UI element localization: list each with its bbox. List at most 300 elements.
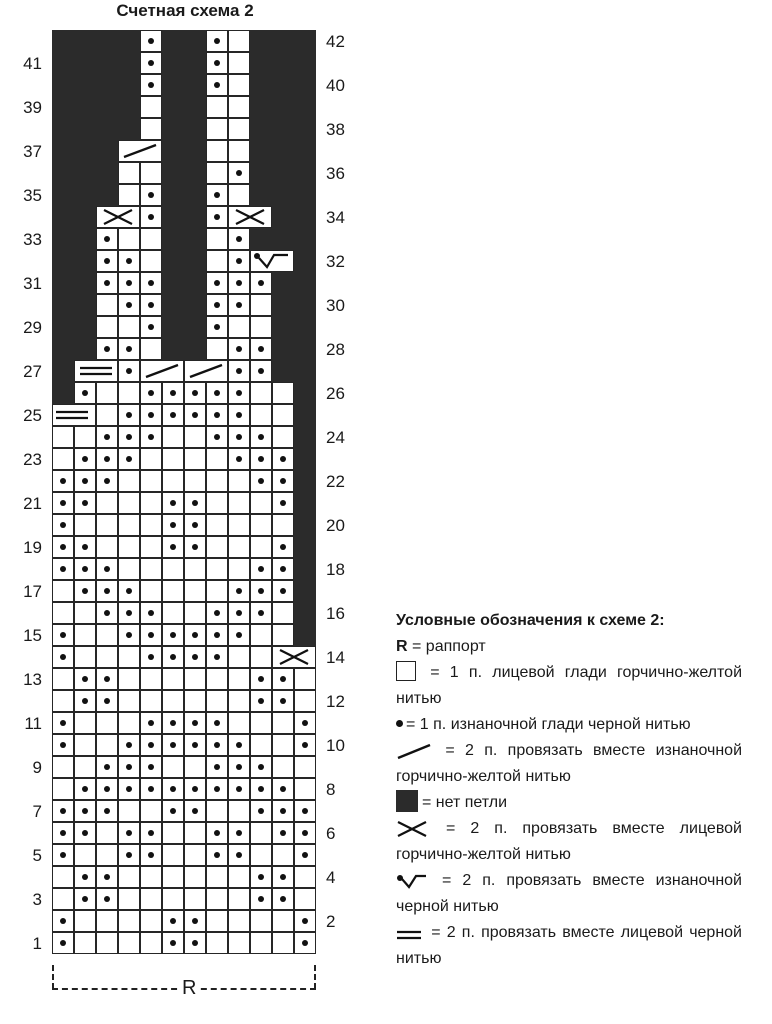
no-stitch-cell xyxy=(272,228,294,250)
dot-icon xyxy=(236,302,242,308)
purl-cell xyxy=(250,778,272,800)
no-stitch-cell xyxy=(272,140,294,162)
row-number-right: 6 xyxy=(326,824,336,843)
purl-cell xyxy=(162,932,184,954)
purl-cell xyxy=(228,382,250,404)
no-stitch-cell xyxy=(184,228,206,250)
no-stitch-cell xyxy=(184,118,206,140)
no-stitch-cell xyxy=(52,360,74,382)
no-stitch-cell xyxy=(96,96,118,118)
purl-cell xyxy=(250,668,272,690)
purl-cell xyxy=(272,448,294,470)
purl-cell xyxy=(206,184,228,206)
dot-icon xyxy=(258,434,264,440)
no-stitch-cell xyxy=(52,96,74,118)
dot-icon xyxy=(126,456,132,462)
dot-icon xyxy=(214,192,220,198)
purl-cell xyxy=(206,624,228,646)
dot-icon xyxy=(192,522,198,528)
purl-cell xyxy=(52,800,74,822)
dot-icon xyxy=(192,654,198,660)
dot-icon xyxy=(302,742,308,748)
purl-cell xyxy=(206,778,228,800)
purl-cell xyxy=(228,338,250,360)
knit-cell xyxy=(140,514,162,536)
no-stitch-cell xyxy=(272,162,294,184)
dot-icon xyxy=(236,588,242,594)
dot-icon xyxy=(148,632,154,638)
knit-cell xyxy=(250,646,272,668)
double-line-icon xyxy=(396,928,422,942)
knit-cell xyxy=(184,822,206,844)
purl-cell xyxy=(272,492,294,514)
dot-icon xyxy=(104,280,110,286)
no-stitch-cell xyxy=(118,96,140,118)
dot-icon xyxy=(192,742,198,748)
no-stitch-cell xyxy=(294,118,316,140)
purl-cell xyxy=(74,448,96,470)
knit-cell xyxy=(140,888,162,910)
purl-cell xyxy=(250,360,272,382)
no-stitch-cell xyxy=(74,74,96,96)
double-line-symbol xyxy=(52,404,96,426)
dot-icon xyxy=(82,500,88,506)
purl-cell xyxy=(52,492,74,514)
knit-cell xyxy=(206,558,228,580)
no-stitch-cell xyxy=(184,272,206,294)
no-stitch-cell xyxy=(74,316,96,338)
dot-icon xyxy=(214,742,220,748)
purl-cell xyxy=(206,74,228,96)
dot-icon xyxy=(170,918,176,924)
dot-icon xyxy=(214,654,220,660)
dot-icon xyxy=(170,654,176,660)
knit-cell xyxy=(140,800,162,822)
no-stitch-cell xyxy=(294,404,316,426)
no-stitch-cell xyxy=(184,206,206,228)
knit-cell xyxy=(250,492,272,514)
purl-cell xyxy=(184,910,206,932)
knit-cell xyxy=(184,844,206,866)
purl-cell xyxy=(118,624,140,646)
dot-icon xyxy=(214,786,220,792)
no-stitch-cell xyxy=(250,96,272,118)
slash-decrease-symbol xyxy=(118,140,162,162)
knit-cell xyxy=(184,756,206,778)
knit-cell xyxy=(228,712,250,734)
purl-cell xyxy=(74,536,96,558)
purl-cell xyxy=(118,338,140,360)
knit-cell xyxy=(294,668,316,690)
knit-cell xyxy=(74,624,96,646)
purl-cell xyxy=(118,580,140,602)
purl-cell xyxy=(162,734,184,756)
row-number-left: 39 xyxy=(23,98,42,117)
dot-icon xyxy=(126,346,132,352)
knit-cell xyxy=(52,668,74,690)
no-stitch-cell xyxy=(184,52,206,74)
no-stitch-cell xyxy=(118,52,140,74)
no-stitch-cell xyxy=(272,52,294,74)
dot-icon xyxy=(280,896,286,902)
no-stitch-cell xyxy=(272,338,294,360)
knit-cell xyxy=(250,822,272,844)
dot-icon xyxy=(148,82,154,88)
purl-cell xyxy=(96,800,118,822)
knit-cell xyxy=(140,580,162,602)
no-stitch-cell xyxy=(118,118,140,140)
knit-cell xyxy=(118,536,140,558)
dot-icon xyxy=(148,610,154,616)
knit-cell xyxy=(162,448,184,470)
no-stitch-cell xyxy=(96,140,118,162)
purl-cell xyxy=(140,734,162,756)
purl-cell xyxy=(184,778,206,800)
dot-icon xyxy=(60,654,66,660)
purl-cell xyxy=(250,756,272,778)
knit-cell xyxy=(118,492,140,514)
knit-cell xyxy=(272,756,294,778)
purl-cell xyxy=(272,580,294,602)
knit-cell xyxy=(96,822,118,844)
no-stitch-cell xyxy=(162,52,184,74)
cross-decrease-symbol xyxy=(228,206,272,228)
dot-icon xyxy=(258,874,264,880)
dot-icon xyxy=(148,434,154,440)
dot-icon xyxy=(82,808,88,814)
purl-cell xyxy=(96,448,118,470)
row-number-right: 16 xyxy=(326,604,345,623)
purl-cell xyxy=(228,294,250,316)
purl-cell xyxy=(228,734,250,756)
purl-cell xyxy=(294,734,316,756)
dot-icon xyxy=(126,302,132,308)
purl-cell xyxy=(96,602,118,624)
no-stitch-cell xyxy=(52,140,74,162)
knit-cell xyxy=(184,888,206,910)
legend-item-purl-black: = 1 п. изнаночной глади черной нитью xyxy=(396,712,742,738)
purl-cell xyxy=(206,382,228,404)
knit-cell xyxy=(206,932,228,954)
knit-cell xyxy=(96,382,118,404)
dot-icon xyxy=(148,830,154,836)
purl-cell xyxy=(294,822,316,844)
purl-cell xyxy=(140,294,162,316)
no-stitch-cell xyxy=(52,30,74,52)
row-number-right: 10 xyxy=(326,736,345,755)
legend-item-purl-together-yellow: = 2 п. провязать вместе изнаночной горчично-желтой нитью xyxy=(396,742,743,785)
dot-icon xyxy=(214,324,220,330)
knit-cell xyxy=(272,404,294,426)
dot-icon xyxy=(60,522,66,528)
no-stitch-cell xyxy=(294,470,316,492)
row-number-left: 41 xyxy=(23,54,42,73)
dot-icon xyxy=(60,918,66,924)
purl-cell xyxy=(228,426,250,448)
no-stitch-cell xyxy=(74,96,96,118)
knit-cell xyxy=(250,734,272,756)
purl-cell xyxy=(118,272,140,294)
knit-cell xyxy=(206,228,228,250)
row-number-right: 42 xyxy=(326,32,345,51)
no-stitch-cell xyxy=(272,206,294,228)
knit-cell xyxy=(118,558,140,580)
purl-cell xyxy=(228,844,250,866)
purl-decrease-icon xyxy=(396,872,428,890)
no-stitch-cell xyxy=(294,52,316,74)
dot-icon xyxy=(82,676,88,682)
purl-cell xyxy=(162,712,184,734)
row-number-left: 37 xyxy=(23,142,42,161)
no-stitch-cell xyxy=(74,118,96,140)
dot-icon xyxy=(302,830,308,836)
knit-cell xyxy=(228,888,250,910)
purl-cell xyxy=(140,30,162,52)
no-stitch-cell xyxy=(294,30,316,52)
row-number-left: 5 xyxy=(32,846,42,865)
no-stitch-cell xyxy=(52,294,74,316)
knit-cell xyxy=(250,932,272,954)
row-number-right: 8 xyxy=(326,780,336,799)
knit-cell xyxy=(184,866,206,888)
row-number-left: 33 xyxy=(23,230,42,249)
purl-cell xyxy=(206,30,228,52)
dot-icon xyxy=(214,610,220,616)
dot-icon xyxy=(148,324,154,330)
no-stitch-cell xyxy=(52,316,74,338)
knit-cell xyxy=(162,756,184,778)
dot-icon xyxy=(280,544,286,550)
no-stitch-cell xyxy=(250,74,272,96)
dot-icon xyxy=(302,918,308,924)
row-number-left: 7 xyxy=(32,802,42,821)
dot-icon xyxy=(258,346,264,352)
no-stitch-cell xyxy=(162,140,184,162)
purl-cell xyxy=(272,470,294,492)
knit-cell xyxy=(140,668,162,690)
purl-cell xyxy=(74,492,96,514)
dot-icon xyxy=(82,698,88,704)
no-stitch-cell xyxy=(96,74,118,96)
knit-cell xyxy=(272,382,294,404)
no-stitch-cell xyxy=(250,52,272,74)
purl-cell xyxy=(294,712,316,734)
no-stitch-cell xyxy=(162,74,184,96)
purl-cell xyxy=(96,426,118,448)
no-stitch-cell xyxy=(184,316,206,338)
no-stitch-cell xyxy=(52,382,74,404)
dot-icon xyxy=(126,786,132,792)
knit-cell xyxy=(140,558,162,580)
knit-cell xyxy=(118,646,140,668)
knit-cell xyxy=(118,712,140,734)
knit-cell xyxy=(184,602,206,624)
purl-cell xyxy=(162,514,184,536)
no-stitch-cell xyxy=(162,338,184,360)
purl-cell xyxy=(74,470,96,492)
no-stitch-cell xyxy=(74,294,96,316)
dot-icon xyxy=(82,830,88,836)
purl-cell xyxy=(118,778,140,800)
dot-icon xyxy=(104,346,110,352)
knit-cell xyxy=(294,778,316,800)
purl-cell xyxy=(206,404,228,426)
knit-cell xyxy=(294,866,316,888)
dot-icon xyxy=(236,830,242,836)
no-stitch-cell xyxy=(96,162,118,184)
purl-cell xyxy=(52,822,74,844)
purl-cell xyxy=(74,822,96,844)
row-number-left: 19 xyxy=(23,538,42,557)
purl-cell xyxy=(250,580,272,602)
dot-icon xyxy=(60,500,66,506)
knit-cell xyxy=(272,910,294,932)
knit-cell xyxy=(140,162,162,184)
dot-icon xyxy=(148,390,154,396)
purl-cell xyxy=(184,404,206,426)
dot-icon xyxy=(192,500,198,506)
no-stitch-cell xyxy=(52,228,74,250)
dot-icon xyxy=(126,610,132,616)
no-stitch-cell xyxy=(184,184,206,206)
row-number-right: 14 xyxy=(326,648,345,667)
no-stitch-cell xyxy=(52,184,74,206)
purl-cell xyxy=(140,52,162,74)
dot-icon xyxy=(148,38,154,44)
dot-icon xyxy=(214,412,220,418)
knit-cell xyxy=(118,866,140,888)
purl-cell xyxy=(206,52,228,74)
knit-cell xyxy=(96,294,118,316)
purl-cell xyxy=(250,690,272,712)
dot-icon xyxy=(236,280,242,286)
knit-cell xyxy=(250,844,272,866)
knit-cell xyxy=(118,932,140,954)
slash-decrease-symbol xyxy=(184,360,228,382)
dot-icon xyxy=(126,412,132,418)
purl-cell xyxy=(228,778,250,800)
dot-icon xyxy=(104,874,110,880)
slash-decrease-symbol xyxy=(140,360,184,382)
knit-cell xyxy=(272,514,294,536)
no-stitch-cell xyxy=(294,536,316,558)
row-number-right: 36 xyxy=(326,164,345,183)
dot-icon xyxy=(192,720,198,726)
knit-cell xyxy=(52,426,74,448)
purl-cell xyxy=(162,492,184,514)
purl-cell xyxy=(140,778,162,800)
purl-cell xyxy=(228,250,250,272)
purl-cell xyxy=(118,734,140,756)
dot-icon xyxy=(236,412,242,418)
dot-icon xyxy=(126,258,132,264)
dot-icon xyxy=(236,610,242,616)
purl-cell xyxy=(206,272,228,294)
purl-cell xyxy=(294,844,316,866)
dot-icon xyxy=(104,676,110,682)
no-stitch-cell xyxy=(162,162,184,184)
purl-cell xyxy=(96,668,118,690)
no-stitch-cell xyxy=(162,272,184,294)
purl-cell xyxy=(140,756,162,778)
dot-icon xyxy=(214,434,220,440)
no-stitch-cell xyxy=(250,118,272,140)
dot-icon xyxy=(192,786,198,792)
dot-icon xyxy=(126,852,132,858)
knit-cell xyxy=(118,514,140,536)
purl-cell xyxy=(250,426,272,448)
knit-cell xyxy=(140,118,162,140)
no-stitch-cell xyxy=(118,74,140,96)
knit-cell xyxy=(74,426,96,448)
dot-icon xyxy=(214,60,220,66)
knit-cell xyxy=(74,910,96,932)
dot-icon xyxy=(214,302,220,308)
purl-cell xyxy=(96,580,118,602)
purl-cell xyxy=(162,910,184,932)
purl-cell xyxy=(272,866,294,888)
knit-cell xyxy=(228,52,250,74)
no-stitch-cell xyxy=(74,162,96,184)
dot-icon xyxy=(214,764,220,770)
knit-cell xyxy=(96,624,118,646)
knit-cell xyxy=(206,96,228,118)
row-number-left: 11 xyxy=(24,714,42,733)
row-number-right: 20 xyxy=(326,516,345,535)
dot-icon xyxy=(214,852,220,858)
row-number-left: 31 xyxy=(23,274,42,293)
knit-cell xyxy=(206,448,228,470)
dot-icon xyxy=(60,478,66,484)
no-stitch-cell xyxy=(272,96,294,118)
no-stitch-cell xyxy=(74,206,96,228)
purl-cell xyxy=(74,800,96,822)
knit-cell xyxy=(250,536,272,558)
no-stitch-cell xyxy=(250,228,272,250)
no-stitch-cell xyxy=(294,184,316,206)
purl-cell xyxy=(206,844,228,866)
dot-icon xyxy=(214,38,220,44)
dot-icon xyxy=(280,786,286,792)
dot-icon xyxy=(258,610,264,616)
purl-cell xyxy=(272,778,294,800)
purl-cell xyxy=(184,514,206,536)
knit-cell xyxy=(96,712,118,734)
knit-cell xyxy=(118,470,140,492)
knit-cell xyxy=(228,74,250,96)
knit-cell xyxy=(52,888,74,910)
dot-icon xyxy=(258,280,264,286)
dot-icon xyxy=(82,390,88,396)
knit-cell xyxy=(96,734,118,756)
no-stitch-cell xyxy=(184,338,206,360)
purl-cell xyxy=(118,822,140,844)
purl-cell xyxy=(228,756,250,778)
dot-icon xyxy=(236,456,242,462)
legend-item-no-stitch: = нет петли xyxy=(396,790,742,816)
purl-cell xyxy=(118,844,140,866)
purl-cell xyxy=(74,690,96,712)
row-number-right: 30 xyxy=(326,296,345,315)
no-stitch-cell xyxy=(96,184,118,206)
dot-icon xyxy=(148,852,154,858)
purl-cell xyxy=(118,448,140,470)
knit-cell xyxy=(184,558,206,580)
knit-cell xyxy=(206,910,228,932)
dot-icon xyxy=(126,830,132,836)
dot-icon xyxy=(192,632,198,638)
purl-cell xyxy=(272,536,294,558)
